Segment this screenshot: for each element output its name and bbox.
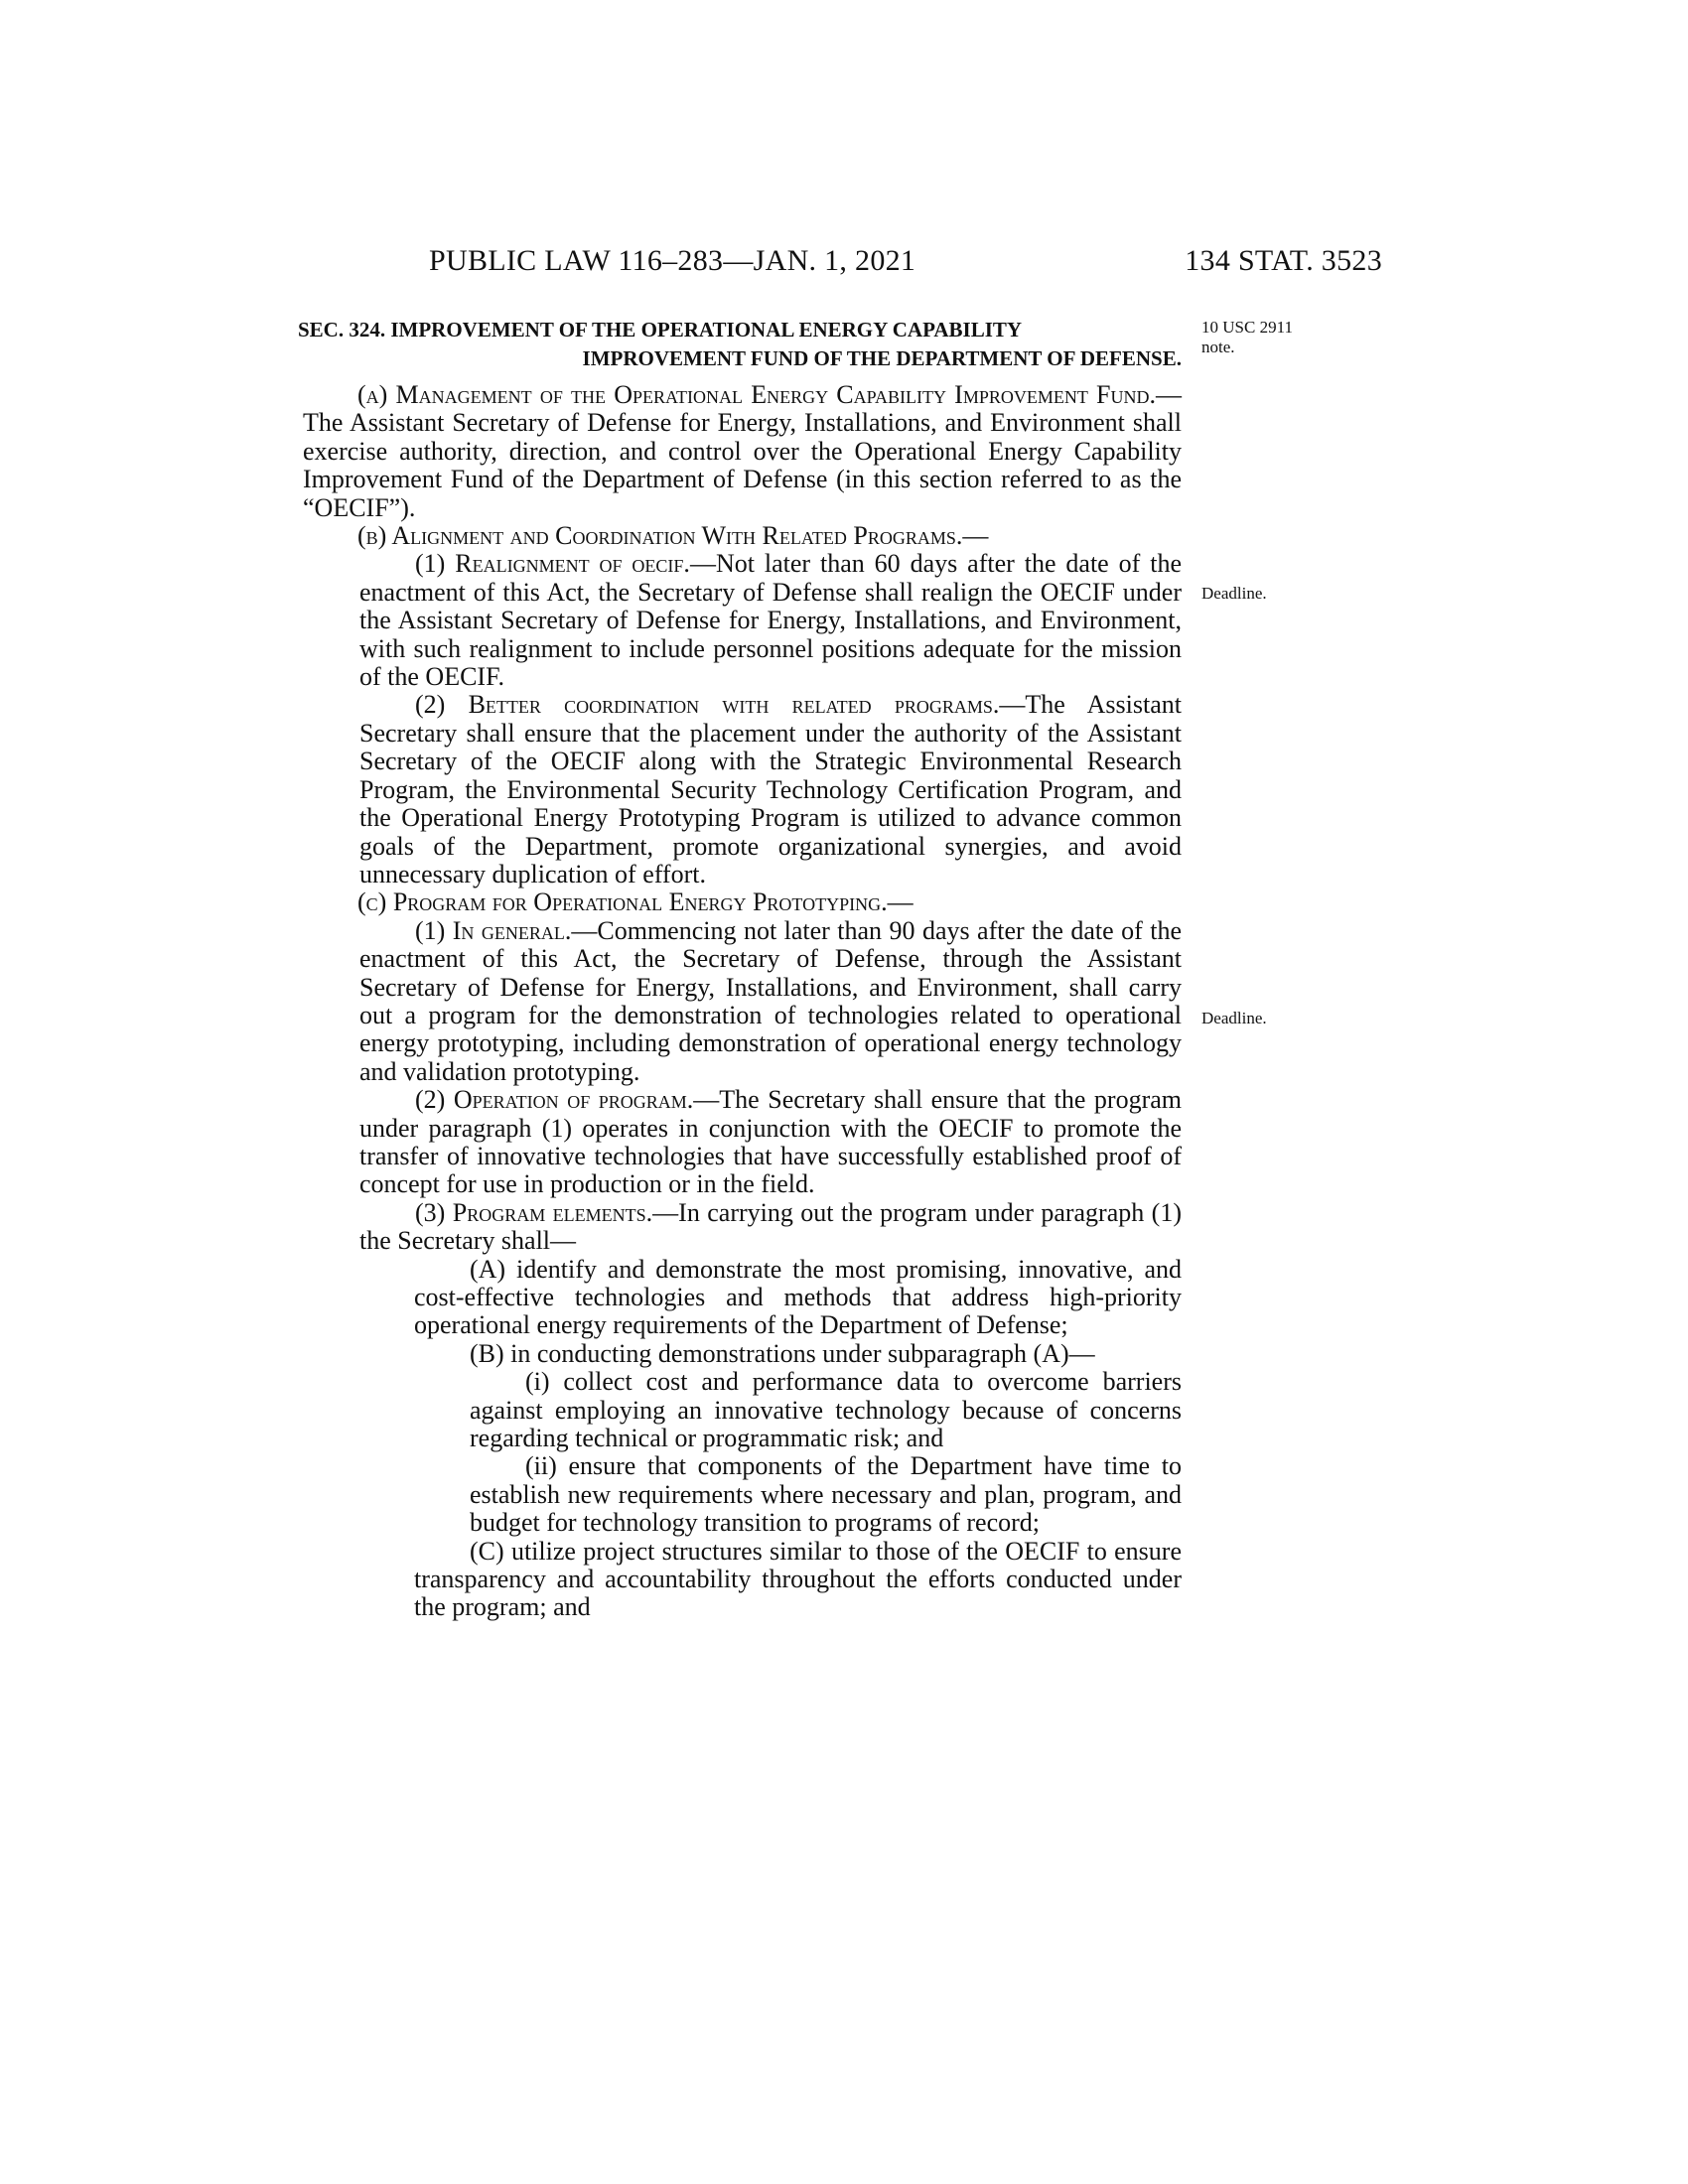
public-law-title: PUBLIC LAW 116–283—JAN. 1, 2021 <box>429 244 916 277</box>
paragraph-c3-label: (3) Program elements. <box>415 1197 653 1227</box>
margin-note-deadline-2: Deadline. <box>1201 1009 1267 1027</box>
subparagraph-c3c: (C) utilize project structures similar to those of the OECIF to ensure transparency and accountability throughout the efforts conducted under the program; and <box>414 1536 1182 1622</box>
paragraph-c2-label: (2) Operation of program. <box>415 1085 694 1115</box>
subparagraph-c3b: (B) in conducting demonstrations under subparagraph (A)— <box>470 1338 1095 1368</box>
paragraph-c2 <box>303 1086 1182 1199</box>
paragraph-b1 <box>303 550 1182 691</box>
paragraph-c1-label: (1) In general. <box>415 915 572 945</box>
margin-note-usc-citation: 10 USC 2911 <box>1201 318 1293 337</box>
clause-c3b-ii: (ii) ensure that components of the Department have time to establish new requirements where necessary and plan, program, and budget for technology transition to programs of record; <box>470 1451 1182 1538</box>
paragraph-c3 <box>303 1199 1182 1256</box>
paragraph-b-label: (b) Alignment and Coordination With Related Programs.— <box>357 521 989 551</box>
paragraph-b1-label: (1) Realignment of oecif. <box>415 549 690 579</box>
paragraph-a-label: (a) Management of the Operational Energy Capability Improvement Fund. <box>357 380 1156 409</box>
page-header <box>429 244 1382 288</box>
paragraph-b2 <box>303 691 1182 888</box>
paragraph-c1-text: —Commencing not later than 90 days after the date of the enactment of this Act, the Secretary of Defense, through the Assistant Secretary of Defense for Energy, Installations, and Environment, shall carry out a program for the demonstration of technologies related to operational energy prototyping, including demonstration of operational energy technology and validation prototyping. <box>359 915 1182 1086</box>
subparagraph-c3a: (A) identify and demonstrate the most promising, innovative, and cost-effective technologies and methods that address high-priority operational energy requirements of the Department of Defense; <box>414 1254 1182 1340</box>
section-heading <box>298 316 1182 373</box>
paragraph-b <box>303 522 1182 550</box>
paragraph-c3-text: —In carrying out the program under paragraph (1) the Secretary shall— <box>359 1197 1183 1256</box>
paragraph-c2-text: —The Secretary shall ensure that the program under paragraph (1) operates in conjunction with the OECIF to promote the transfer of innovative technologies that have successfully established proof of concept for use in production or in the field. <box>359 1085 1182 1199</box>
paragraph-c-label: (c) Program for Operational Energy Prototyping.— <box>357 887 914 917</box>
paragraph-b2-text: —The Assistant Secretary shall ensure that the placement under the authority of the Assistant Secretary of the OECIF along with the Strategic Environmental Research Program, the Environmental Security Technology Certification Program, and the Operational Energy Prototyping Program is utilized to advance common goals of the Department, promote organizational synergies, and avoid unnecessary duplication of effort. <box>359 690 1182 888</box>
clause-c3b-i: (i) collect cost and performance data to overcome barriers against employing an innovative technology because of concerns regarding technical or programmatic risk; and <box>470 1367 1182 1453</box>
section-heading-line-2: IMPROVEMENT FUND OF THE DEPARTMENT OF DEFENSE. <box>582 346 1182 370</box>
statute-page-number: 134 STAT. 3523 <box>1185 244 1382 277</box>
paragraph-a-text: —The Assistant Secretary of Defense for Energy, Installations, and Environment shall exercise authority, direction, and control over the Operational Energy Capability Improvement Fund of the Department of Defense (in this section referred to as the “OECIF”). <box>303 380 1182 522</box>
margin-note-usc-note: note. <box>1201 338 1235 356</box>
paragraph-b1-text: —Not later than 60 days after the date of the enactment of this Act, the Secretary of Defense shall realign the OECIF under the Assistant Secretary of Defense for Energy, Installations, and Environment, with such realignment to include personnel positions adequate for the mission of the OECIF. <box>359 549 1182 692</box>
section-heading-line-1: SEC. 324. IMPROVEMENT OF THE OPERATIONAL ENERGY CAPABILITY <box>298 318 1023 341</box>
section-body <box>303 381 1182 1622</box>
paragraph-b2-label: (2) Better coordination with related programs. <box>415 690 1000 720</box>
paragraph-c <box>303 888 1182 916</box>
paragraph-c1 <box>303 917 1182 1086</box>
margin-note-usc <box>1201 318 1293 357</box>
margin-note-deadline-1: Deadline. <box>1201 584 1267 603</box>
paragraph-a <box>303 381 1182 522</box>
